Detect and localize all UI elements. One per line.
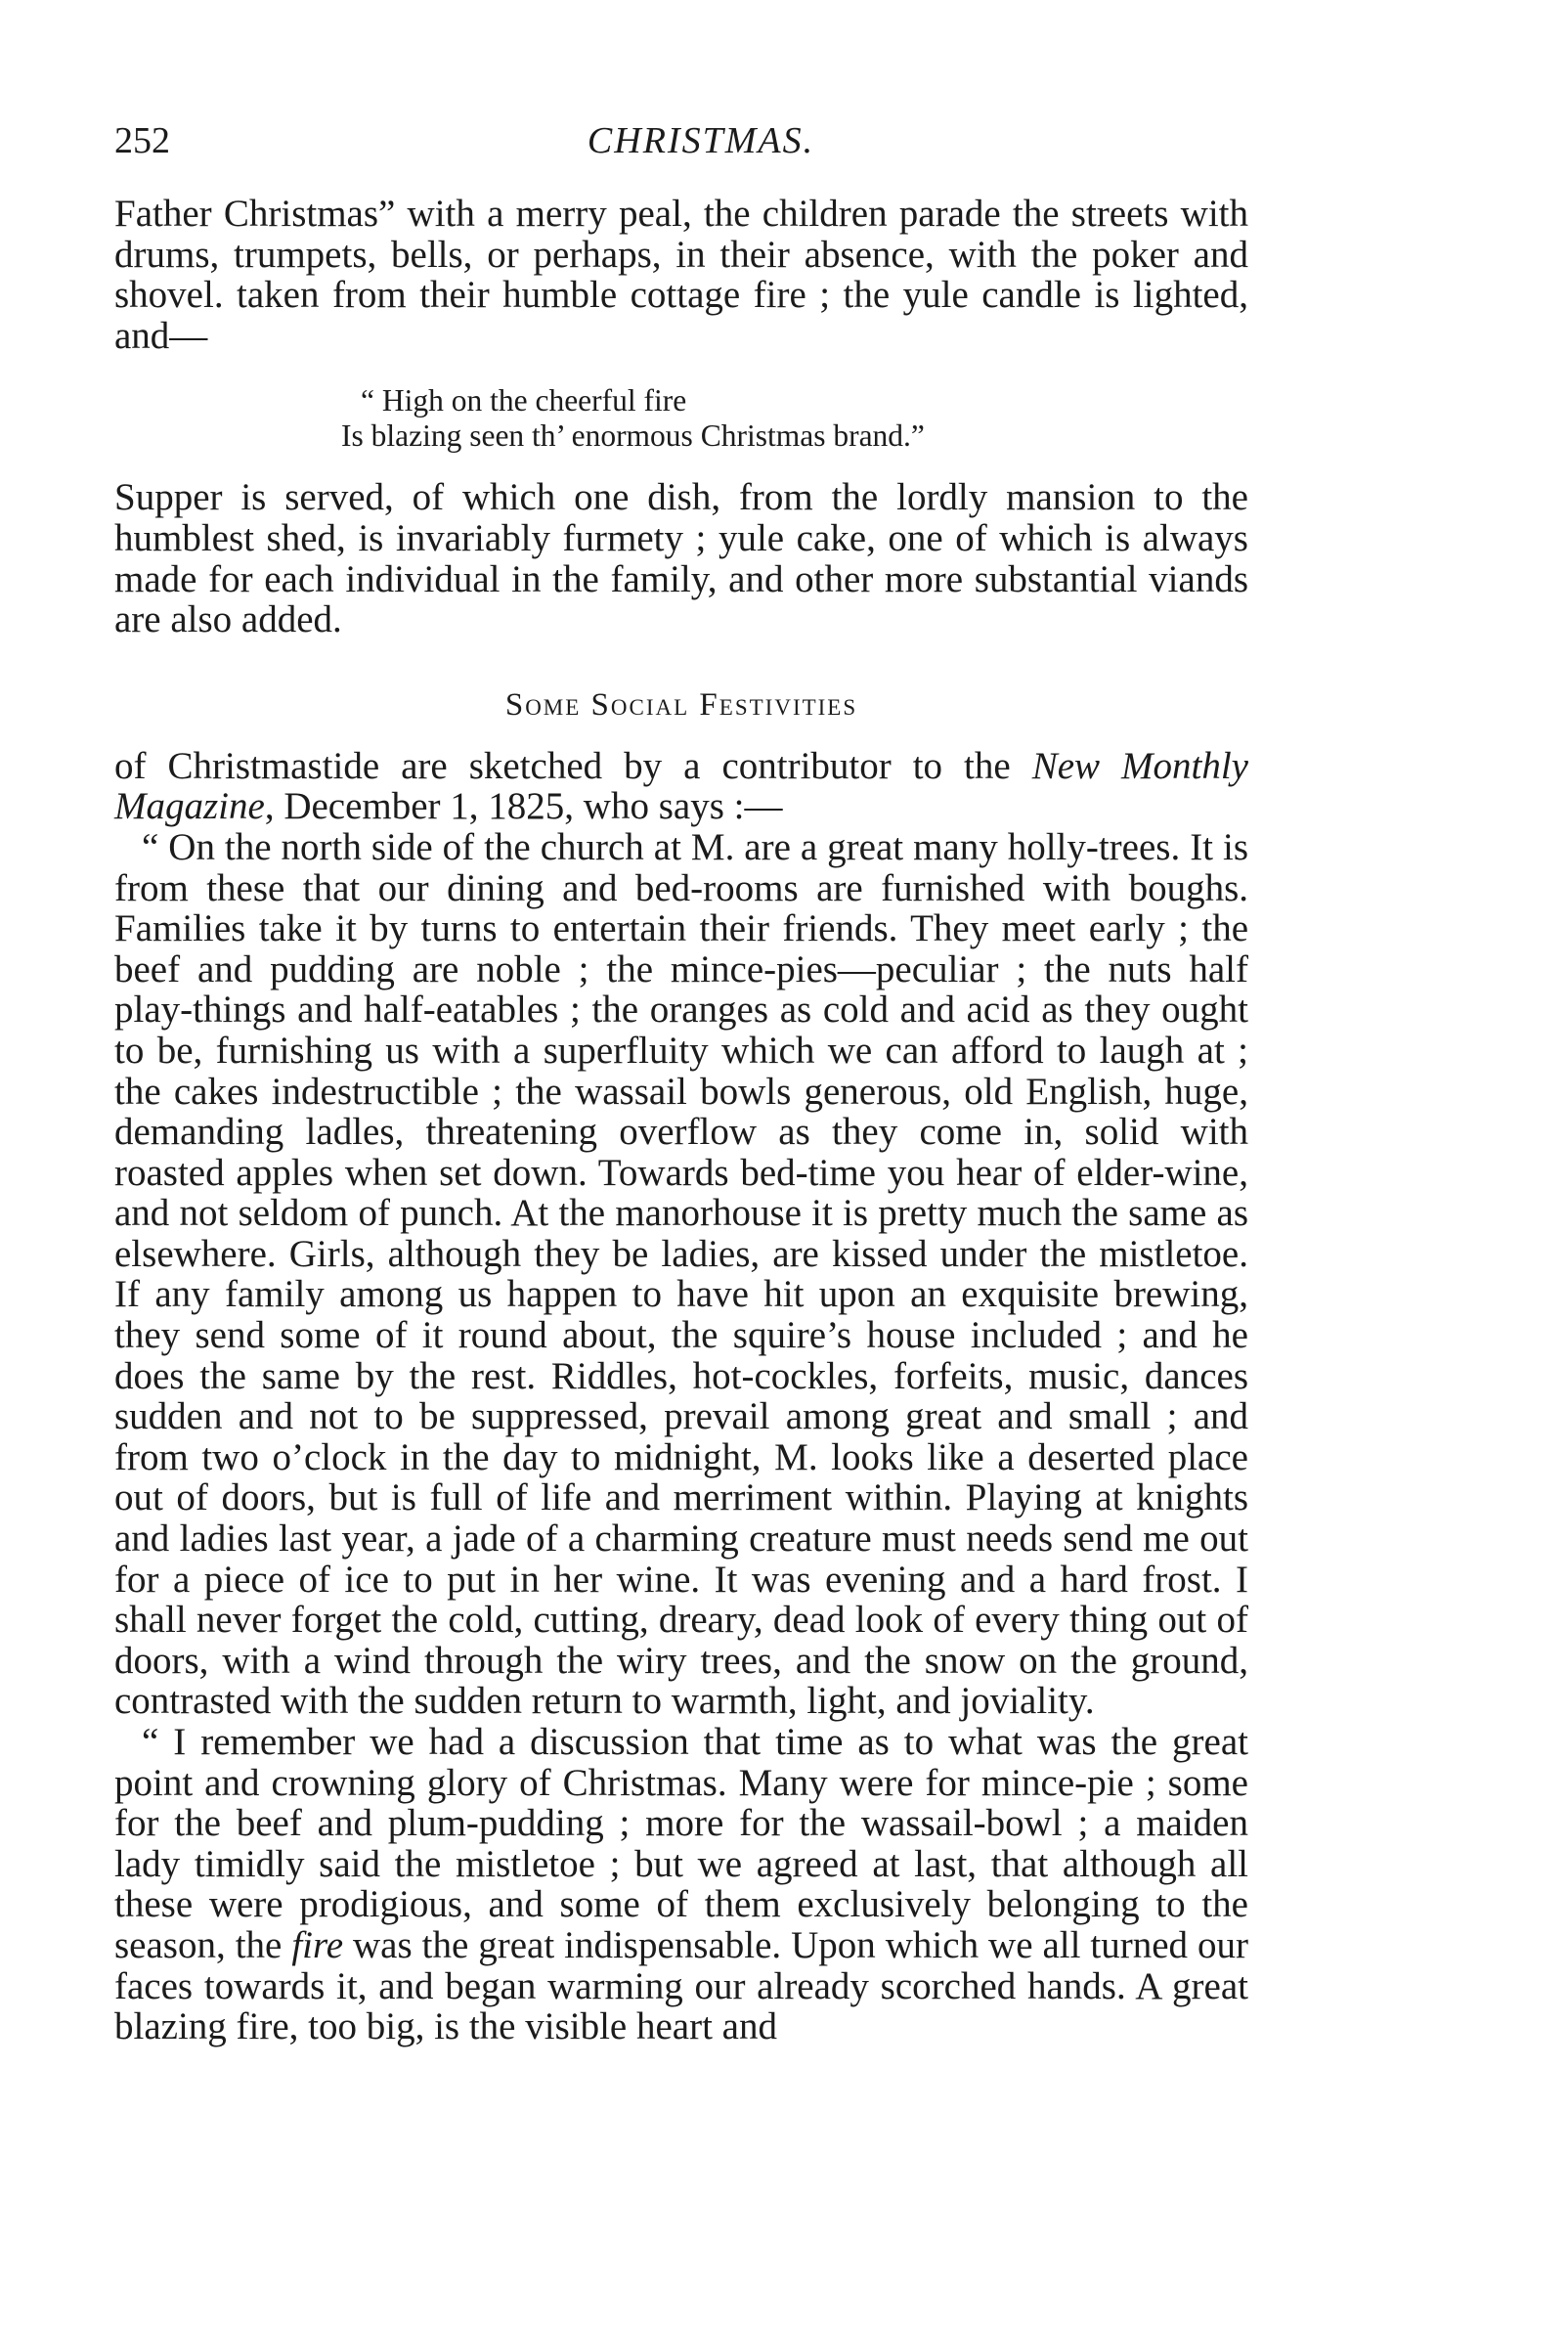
quote-text: “ I remember we had a discussion that time as to what was the great point and crowning glory of Christmas. Many were for mince-pie ; some for the beef and plum-pudding ; more for the wassail-bowl ; a maiden lady timidly said the mistletoe ; but we agreed at last, that although all these were prodigious, and some of them exclusively belonging to the season, the [114,1721,1248,1966]
page-header [114,115,1248,166]
page-number: 252 [114,120,170,161]
quote-paragraph: “ On the north side of the church at M. are a great many holly-trees. It is from these that our dining and bed-rooms are furnished with boughs. Families take it by turns to entertain their friends. They meet early ; the beef and pudding are noble ; the mince-pies—peculiar ; the nuts half play-things and half-eatables ; the oranges as cold and acid as they ought to be, furnishing us with a superfluity which we can afford to laugh at ; the cakes indestructible ; the wassail bowls generous, old English, huge, demanding ladles, threatening overflow as they come in, solid with roasted apples when set down. Towards bed-time you hear of elder-wine, and not seldom of punch. At the manorhouse it is pretty much the same as elsewhere. Girls, although they be ladies, are kissed under the mistletoe. If any family among us happen to have hit upon an exquisite brewing, they send some of it round about, the squire’s house included ; and he does the same by the rest. Riddles, hot-cockles, forfeits, music, dances sudden and not to be suppressed, prevail among great and small ; and from two o’clock in the day to midnight, M. looks like a deserted place out of doors, but is full of life and merriment within. Playing at knights and ladies last year, a jade of a charming creature must needs send me out for a piece of ice to put in her wine. It was evening and a hard frost. I shall never forget the cold, cutting, dreary, dead look of every thing out of doors, with a wind through the wiry trees, and the snow on the ground, contrasted with the sudden return to warmth, light, and joviality. [114,825,1248,1723]
verse-line: “ High on the cheerful fire [361,383,687,418]
intro-text: of Christmastide are sketched by a contributor to the [114,744,1032,787]
magazine-title: New Monthly Magazine [114,744,1248,828]
section-heading: Some Social Festivities [504,686,858,723]
running-title: CHRISTMAS. [587,120,815,161]
book-page [114,115,1248,2047]
verse-line: Is blazing seen th’ enormous Christmas brand.” [341,418,925,454]
quote-paragraph [114,1722,1248,2047]
emphasis-word: fire [291,1923,344,1966]
intro-paragraph [114,746,1248,827]
verse-quotation [114,383,1248,454]
intro-text-tail: , December 1, 1825, who says :— [264,785,783,828]
quote-text-tail: was the great indispensable. Upon which we all turned our faces towards it, and began warming our already scorched hands. A great blazing fire, too big, is the visible heart and [114,1923,1248,2048]
opening-paragraph: Father Christmas” with a merry peal, the children parade the streets with drums, trumpets, bells, or perhaps, in their absence, with the poker and shovel. taken from their humble cottage fire ; the yule candle is lighted, and— [114,193,1248,357]
supper-paragraph: Supper is served, of which one dish, from the lordly mansion to the humblest shed, is invariably furmety ; yule cake, one of which is always made for each individual in the family, and other more substantial viands are also added. [114,476,1248,641]
